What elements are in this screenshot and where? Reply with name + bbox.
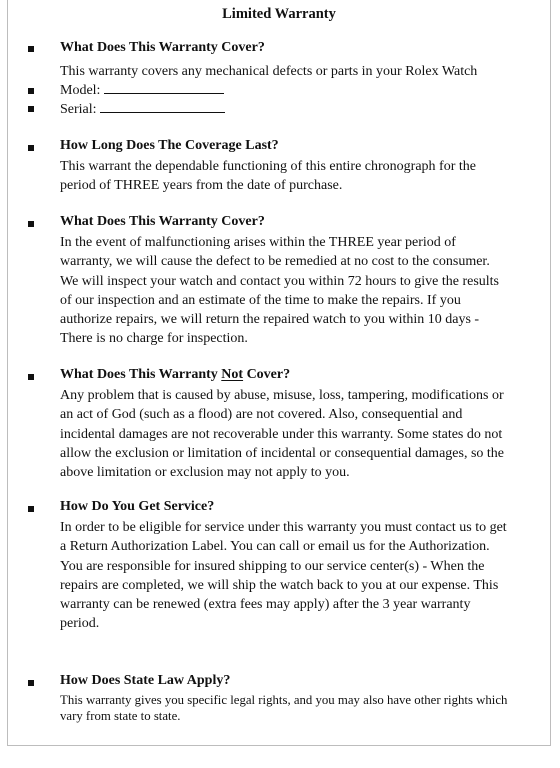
body-line: Any problem that is caused by abuse, misuse, loss, tampering, modifications or	[60, 388, 504, 403]
body-line: of our inspection and an estimate of the time to make the repairs. If you	[60, 292, 461, 308]
bullet-icon	[28, 106, 34, 112]
section-body	[60, 157, 476, 196]
body-line: warranty can be renewed (extra fees may apply) after the 3 year warranty	[60, 597, 471, 613]
model-field	[60, 80, 224, 99]
body-line: You are responsible for insured shipping to our service center(s) - When the	[60, 558, 485, 574]
bullet-icon	[28, 88, 34, 94]
bullet-icon	[28, 221, 34, 227]
model-label: Model:	[60, 83, 101, 98]
body-line: vary from state to state.	[60, 709, 181, 723]
section-body	[60, 386, 504, 482]
body-line: This warranty gives you specific legal rights, and you may also have other rights which	[60, 693, 508, 707]
section-heading: How Do You Get Service?	[60, 499, 215, 514]
body-line: above limitation or exclusion may not apply to you.	[60, 465, 350, 481]
document-title: Limited Warranty	[222, 6, 336, 22]
not-emphasis: Not	[221, 367, 244, 382]
section-heading: What Does This Warranty Cover?	[60, 40, 265, 55]
body-line: warranty, we will cause the defect to be remedied at no cost to the consumer.	[60, 254, 490, 270]
body-line: This warrant the dependable functioning of this entire chronograph for the	[60, 159, 476, 174]
section-heading: What Does This Warranty Not Cover?	[60, 367, 291, 382]
body-line: authorize repairs, we will return the repaired watch to you within 10 days -	[60, 312, 480, 328]
body-line: period.	[60, 616, 100, 632]
body-line: We will inspect your watch and contact you within 72 hours to give the results	[60, 273, 500, 289]
serial-field	[60, 99, 225, 118]
model-blank	[104, 80, 224, 94]
body-line: In the event of malfunctioning arises within the THREE year period of	[60, 235, 456, 250]
body-line: allow the exclusion or limitation of incidental or consequential damages, so the	[60, 445, 504, 461]
bullet-icon	[28, 506, 34, 512]
section-heading: How Long Does The Coverage Last?	[60, 138, 279, 153]
section-body	[60, 692, 507, 724]
body-line: In order to be eligible for service under this warranty you must contact us to get	[60, 520, 507, 535]
warranty-page	[7, 0, 551, 746]
bullet-icon	[28, 374, 34, 380]
body-line: incidental damages are not recoverable under this warranty. Some states do not	[60, 426, 503, 442]
body-line: period of THREE years from the date of purchase.	[60, 178, 343, 194]
section-heading: How Does State Law Apply?	[60, 673, 231, 688]
body-line: There is no charge for inspection.	[60, 331, 248, 347]
serial-label: Serial:	[60, 102, 97, 117]
body-line: a Return Authorization Label. You can call or email us for the Authorization.	[60, 539, 490, 555]
bullet-icon	[28, 680, 34, 686]
serial-blank	[100, 99, 225, 113]
body-line: an act of God (such as a flood) are not covered. Also, consequential and	[60, 407, 463, 423]
section-body	[60, 518, 507, 634]
section-body	[60, 62, 477, 81]
bullet-icon	[28, 145, 34, 151]
bullet-icon	[28, 46, 34, 52]
section-body	[60, 233, 499, 349]
section-heading: What Does This Warranty Cover?	[60, 214, 265, 229]
body-line: This warranty covers any mechanical defects or parts in your Rolex Watch	[60, 64, 478, 79]
body-line: repairs are completed, we will ship the watch back to you at our expense. This	[60, 577, 499, 593]
